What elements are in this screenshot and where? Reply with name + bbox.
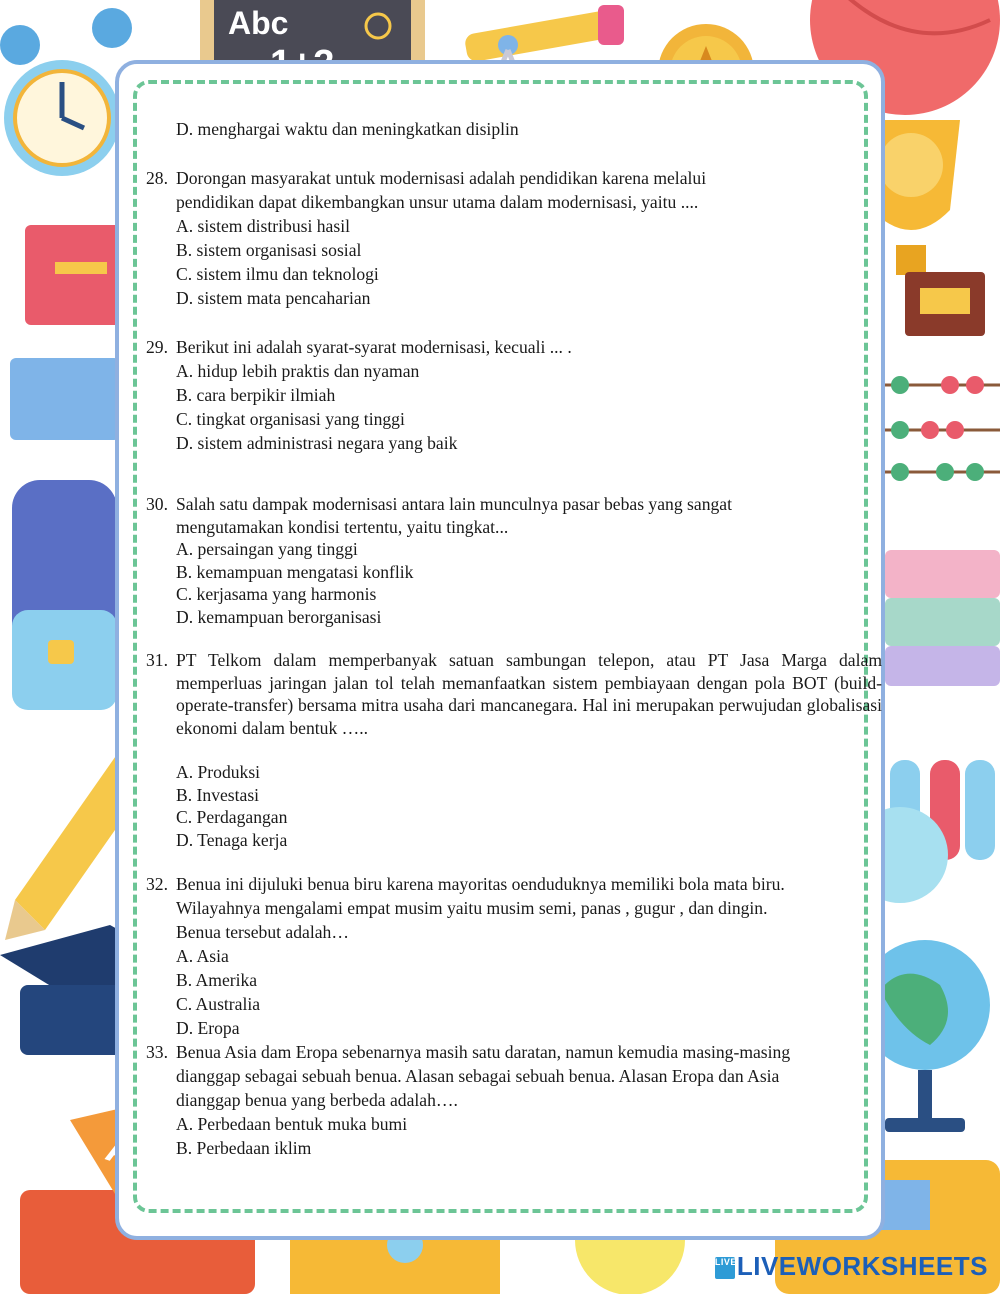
question-29 [146,335,882,455]
option-a: A. persaingan yang tinggi [176,539,358,559]
option-b: B. Perbedaan iklim [176,1138,312,1158]
liveworksheets-logo[interactable] [715,1251,988,1282]
question-31 [146,649,882,851]
keyboard-icon [10,358,120,440]
chalkboard-line1: Abc [228,5,289,41]
question-text-line: Benua Asia dam Eropa sebenarnya masih satu daratan, namun kemudia masing-masing [176,1042,791,1062]
question-text-line: Benua tersebut adalah… [176,922,349,942]
option-c: C. kerjasama yang harmonis [176,584,377,604]
alarm-clock-icon [0,8,132,176]
option-b: B. cara berpikir ilmiah [176,385,336,405]
question-30 [146,493,882,628]
question-number: 30. [146,494,168,514]
option-a: A. sistem distribusi hasil [176,216,350,236]
question-text: PT Telkom dalam memperbanyak satuan sambungan telepon, atau PT Jasa Marga dalam memperluas jaringan jalan tol telah memanfaatkan sistem pembiayaan dengan pola BOT (build-operate-transfer) bersama mitra usaha dari mancanegara. Hal ini merupakan perwujudan globalisasi ekonomi dalam bentuk ….. [176,650,882,738]
book-stack-icon [885,550,1000,686]
question-text-line: Wilayahnya mengalami empat musim yaitu musim semi, panas , gugur , dan dingin. [176,898,768,918]
backpack-icon [12,480,117,710]
option-d: D. sistem administrasi negara yang baik [176,433,458,453]
question-33 [146,1040,882,1160]
option-d: D. kemampuan berorganisasi [176,606,382,627]
option-27-d: D. menghargai waktu dan meningkatkan disiplin [176,119,519,139]
abacus-icon [872,360,1000,500]
option-a: A. Asia [176,946,229,966]
question-text-line: dianggap sebagai sebuah benua. Alasan sebagai sebuah benua. Alasan Eropa dan Asia [176,1066,780,1086]
question-27-tail [146,117,882,141]
question-text-line: pendidikan dapat dikembangkan unsur utama dalam modernisasi, yaitu .... [176,192,699,212]
question-number: 28. [146,168,168,188]
option-b: B. Investasi [176,784,260,805]
option-b: B. kemampuan mengatasi konflik [176,561,414,582]
question-text-line: Berikut ini adalah syarat-syarat modernisasi, kecuali ... . [176,337,572,357]
option-c: C. Australia [176,994,261,1014]
option-c: C. Perdagangan [176,807,288,827]
question-number: 32. [146,874,168,894]
logo-text: LIVEWORKSHEETS [736,1251,988,1281]
option-d: D. Tenaga kerja [176,829,288,850]
question-text-line: dianggap benua yang berbeda adalah…. [176,1090,458,1110]
option-b: B. Amerika [176,970,258,990]
option-a: A. Produksi [176,762,261,782]
worksheet-content [146,117,882,1160]
option-b: B. sistem organisasi sosial [176,240,362,260]
logo-mark-icon: LIVE [715,1257,735,1279]
question-32 [146,872,882,1040]
question-number: 29. [146,337,168,357]
option-d: D. sistem mata pencaharian [176,288,371,308]
question-number: 33. [146,1042,168,1062]
question-text-line: Salah satu dampak modernisasi antara lain munculnya pasar bebas yang sangat [176,494,732,514]
question-text-line: mengutamakan kondisi tertentu, yaitu tingkat... [176,516,509,537]
question-text-line: Benua ini dijuluki benua biru karena mayoritas oenduduknya memiliki bola mata biru. [176,874,785,894]
option-c: C. tingkat organisasi yang tinggi [176,409,405,429]
option-d: D. Eropa [176,1018,240,1038]
question-text-line: Dorongan masyarakat untuk modernisasi adalah pendidikan karena melalui [176,168,707,188]
question-28 [146,166,882,310]
option-a: A. Perbedaan bentuk muka bumi [176,1114,408,1134]
question-number: 31. [146,650,168,670]
option-a: A. hidup lebih praktis dan nyaman [176,361,420,381]
option-c: C. sistem ilmu dan teknologi [176,264,379,284]
